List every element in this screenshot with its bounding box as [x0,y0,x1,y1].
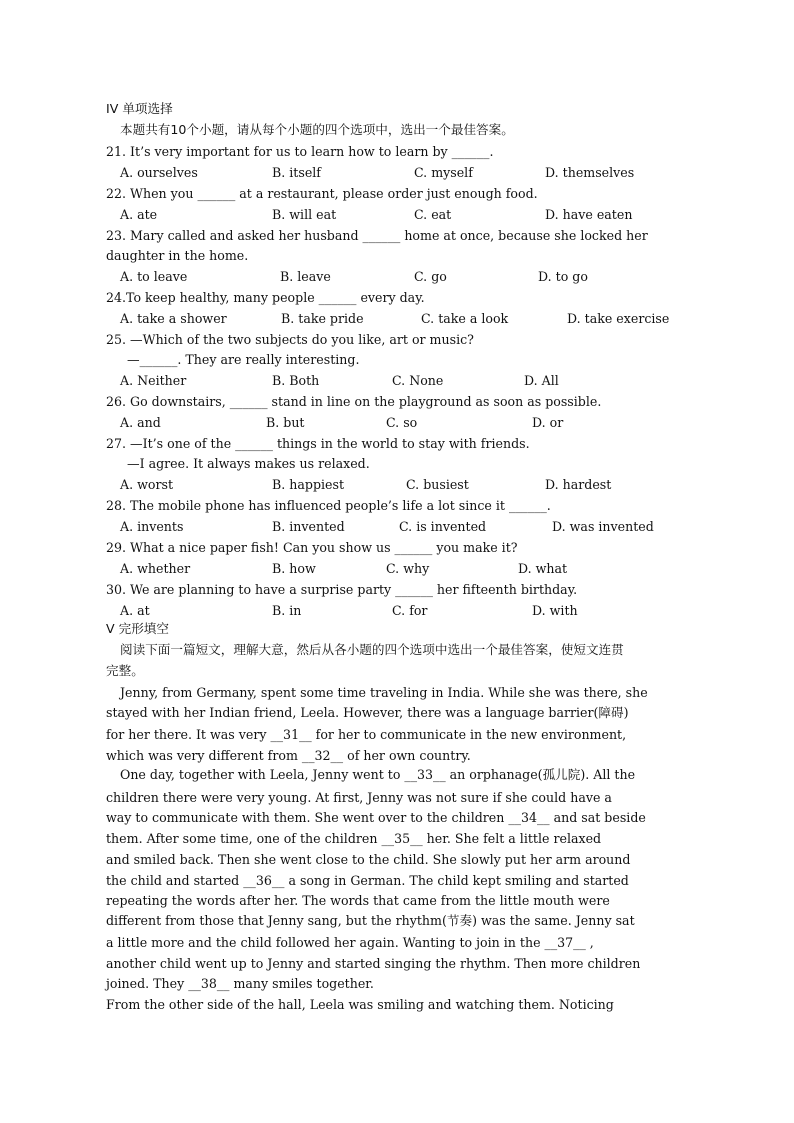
passage-line: Jenny, from Germany, spent some time traveling in India. While she was there, she [120,685,648,700]
section-v-title: V 完形填空 [106,621,169,636]
question-28-stem: 28. The mobile phone has influenced people’s life a lot since it ______. [106,498,551,513]
passage-line: From the other side of the hall, Leela was smiling and watching them. Noticing [106,997,614,1012]
passage-line: which was very different from __32__ of her own country. [106,748,471,763]
q29-option-d[interactable]: D. what [518,561,568,576]
q30-option-d[interactable]: D. with [532,603,578,618]
q27-option-d[interactable]: D. hardest [545,477,612,492]
q27-option-b[interactable]: B. happiest [272,477,345,492]
q29-option-c[interactable]: C. why [386,561,430,576]
q28-option-a[interactable]: A. invents [120,519,184,534]
q21-option-c[interactable]: C. myself [414,165,473,180]
passage-line: a little more and the child followed her again. Wanting to join in the __37__ , [106,935,594,950]
q23-option-b[interactable]: B. leave [280,269,331,284]
passage-line: and smiled back. Then she went close to the child. She slowly put her arm around [106,852,631,867]
q21-option-d[interactable]: D. themselves [545,165,635,180]
question-22-stem: 22. When you ______ at a restaurant, please order just enough food. [106,186,538,201]
q21-option-b[interactable]: B. itself [272,165,321,180]
q26-option-b[interactable]: B. but [266,415,305,430]
q30-option-b[interactable]: B. in [272,603,302,618]
q22-option-b[interactable]: B. will eat [272,207,337,222]
passage-line: children there were very young. At first, Jenny was not sure if she could have a [106,790,612,805]
q28-option-c[interactable]: C. is invented [399,519,487,534]
question-25-stem: 25. —Which of the two subjects do you like, art or music? [106,332,474,347]
q29-option-b[interactable]: B. how [272,561,316,576]
section-v-instruction-line2: 完整。 [106,663,144,678]
q25-option-d[interactable]: D. All [524,373,559,388]
q24-option-d[interactable]: D. take exercise [567,311,670,326]
passage-line: repeating the words after her. The words that came from the little mouth were [106,893,610,908]
passage-line: stayed with her Indian friend, Leela. However, there was a language barrier(障碍) [106,705,629,720]
passage-line: One day, together with Leela, Jenny went to __33__ an orphanage(孤儿院). All the [120,767,636,782]
passage-line: joined. They __38__ many smiles together. [106,976,374,991]
q22-option-a[interactable]: A. ate [120,207,158,222]
q26-option-a[interactable]: A. and [120,415,161,430]
q23-option-a[interactable]: A. to leave [120,269,188,284]
question-23-stem-cont: daughter in the home. [106,248,249,263]
q22-option-d[interactable]: D. have eaten [545,207,633,222]
q24-option-c[interactable]: C. take a look [421,311,509,326]
passage-line: for her there. It was very __31__ for her to communicate in the new environment, [106,727,627,742]
question-25-stem-cont: —______. They are really interesting. [127,352,360,367]
question-29-stem: 29. What a nice paper fish! Can you show us ______ you make it? [106,540,518,555]
q22-option-c[interactable]: C. eat [414,207,452,222]
q24-option-a[interactable]: A. take a shower [120,311,227,326]
question-24-stem: 24.To keep healthy, many people ______ every day. [106,290,425,305]
passage-line: different from those that Jenny sang, but the rhythm(节奏) was the same. Jenny sat [106,913,635,928]
q27-option-c[interactable]: C. busiest [406,477,469,492]
passage-line: the child and started __36__ a song in German. The child kept smiling and started [106,873,629,888]
passage-line: them. After some time, one of the children __35__ her. She felt a little relaxed [106,831,602,846]
q26-option-d[interactable]: D. or [532,415,564,430]
q23-option-d[interactable]: D. to go [538,269,588,284]
q28-option-b[interactable]: B. invented [272,519,345,534]
q25-option-a[interactable]: A. Neither [120,373,187,388]
q27-option-a[interactable]: A. worst [120,477,174,492]
section-iv-title: IV 单项选择 [106,101,173,116]
q25-option-c[interactable]: C. None [392,373,444,388]
q25-option-b[interactable]: B. Both [272,373,320,388]
question-30-stem: 30. We are planning to have a surprise party ______ her fifteenth birthday. [106,582,578,597]
question-26-stem: 26. Go downstairs, ______ stand in line on the playground as soon as possible. [106,394,602,409]
question-27-stem: 27. —It’s one of the ______ things in the world to stay with friends. [106,436,530,451]
section-v-instruction-line1: 阅读下面一篇短文，理解大意，然后从各小题的四个选项中选出一个最佳答案，使短文连贯 [120,642,624,657]
q23-option-c[interactable]: C. go [414,269,447,284]
q26-option-c[interactable]: C. so [386,415,418,430]
question-21-stem: 21. It’s very important for us to learn how to learn by ______. [106,144,494,159]
q21-option-a[interactable]: A. ourselves [120,165,198,180]
q30-option-a[interactable]: A. at [120,603,150,618]
passage-line: way to communicate with them. She went over to the children __34__ and sat beside [106,810,646,825]
question-23-stem: 23. Mary called and asked her husband ______ home at once, because she locked her [106,228,648,243]
q30-option-c[interactable]: C. for [392,603,428,618]
passage-line: another child went up to Jenny and started singing the rhythm. Then more children [106,956,641,971]
q24-option-b[interactable]: B. take pride [281,311,364,326]
section-iv-instruction: 本题共有10个小题，请从每个小题的四个选项中，选出一个最佳答案。 [120,122,514,137]
q29-option-a[interactable]: A. whether [120,561,191,576]
question-27-stem-cont: —I agree. It always makes us relaxed. [127,456,370,471]
q28-option-d[interactable]: D. was invented [552,519,654,534]
